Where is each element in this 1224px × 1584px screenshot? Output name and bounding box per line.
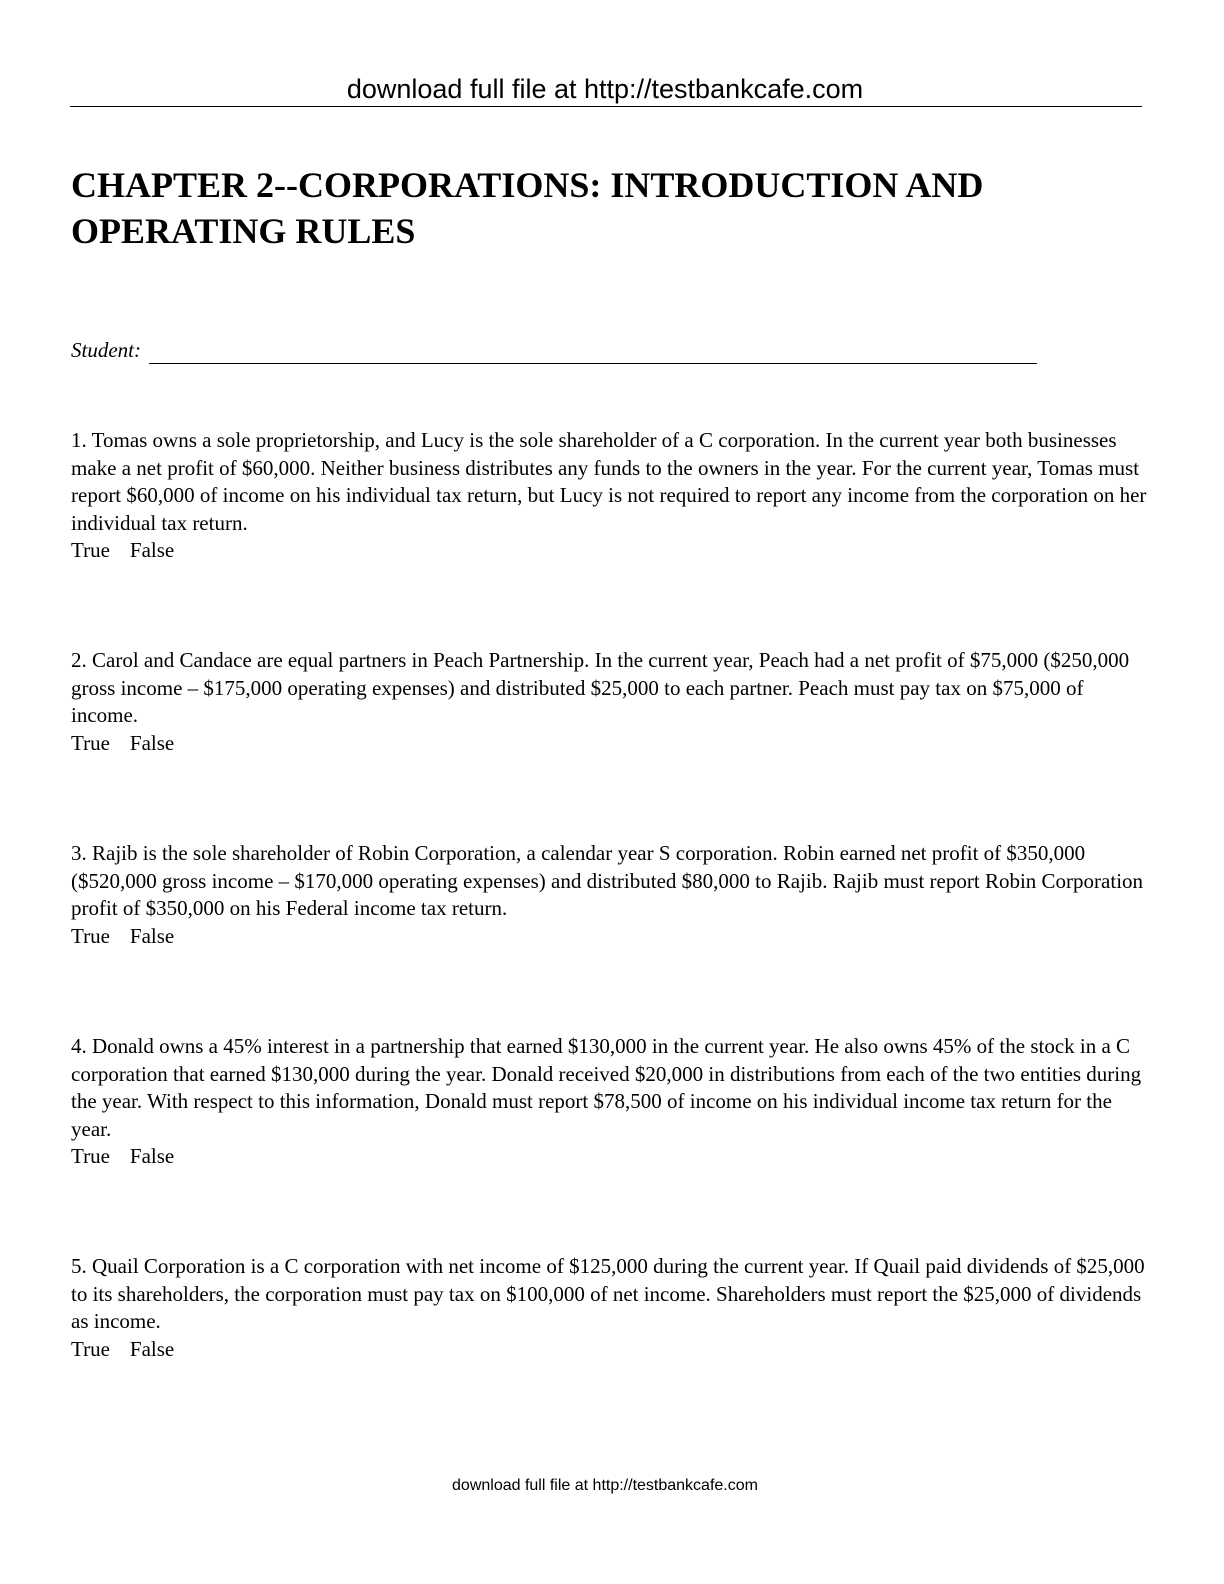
choice-true[interactable]: True: [71, 923, 110, 948]
answer-choices: [71, 537, 1149, 565]
question-text: 3. Rajib is the sole shareholder of Robin Corporation, a calendar year S corporation. Robin earned net profit of $350,000 ($520,000 gross income – $170,000 operating expenses) and distributed $80,000 to Rajib. Rajib must report Robin Corporation profit of $350,000 on his Federal income tax return.: [71, 841, 1144, 920]
choice-true[interactable]: True: [71, 538, 110, 562]
answer-choices: [71, 923, 1149, 951]
choice-false[interactable]: False: [129, 1336, 175, 1361]
question-1: [71, 427, 1149, 565]
answer-choices: [71, 730, 1149, 758]
choice-false[interactable]: False: [129, 538, 175, 562]
student-row: [71, 336, 1037, 364]
question-4: [71, 1033, 1149, 1171]
choice-false[interactable]: False: [129, 1144, 175, 1168]
choice-false[interactable]: False: [129, 923, 175, 948]
header-download-text: download full file at http://testbankcafe.com: [346, 74, 864, 104]
question-text: 5. Quail Corporation is a C corporation with net income of $125,000 during the current year. If Quail paid dividends of $25,000 to its shareholders, the corporation must pay tax on $100,000 of net income. Shareholders must report the $25,000 of dividends as income.: [71, 1254, 1145, 1333]
question-5: [71, 1253, 1149, 1363]
question-2: [71, 647, 1149, 757]
footer-download-text: download full file at http://testbankcafe.com: [452, 1477, 758, 1494]
question-text: 4. Donald owns a 45% interest in a partnership that earned $130,000 in the current year. He also owns 45% of the stock in a C corporation that earned $130,000 during the year. Donald received $20,000 in distributions from each of the two entities during the year. With respect to this information, Donald must report $78,500 of income on his individual income tax return for the year.: [71, 1034, 1142, 1141]
question-text: 1. Tomas owns a sole proprietorship, and Lucy is the sole shareholder of a C corporation. In the current year both businesses make a net profit of $60,000. Neither business distributes any funds to the owners in the year. For the current year, Tomas must report $60,000 of income on his individual tax return, but Lucy is not required to report any income from the corporation on her individual tax return.: [71, 428, 1147, 535]
student-name-field[interactable]: [149, 341, 1037, 364]
question-3: [71, 840, 1149, 950]
question-text: 2. Carol and Candace are equal partners in Peach Partnership. In the current year, Peach had a net profit of $75,000 ($250,000 gross income – $175,000 operating expenses) and distributed $25,000 to each partner. Peach must pay tax on $75,000 of income.: [71, 648, 1130, 727]
choice-true[interactable]: True: [71, 1336, 110, 1361]
answer-choices: [71, 1336, 1149, 1364]
chapter-title: CHAPTER 2--CORPORATIONS: INTRODUCTION AND OPERATING RULES: [71, 165, 984, 251]
choice-false[interactable]: False: [129, 730, 175, 755]
answer-choices: [71, 1143, 1149, 1171]
choice-true[interactable]: True: [71, 1144, 110, 1168]
student-label: Student:: [71, 338, 141, 362]
choice-true[interactable]: True: [71, 730, 110, 755]
header-divider: [70, 106, 1142, 107]
